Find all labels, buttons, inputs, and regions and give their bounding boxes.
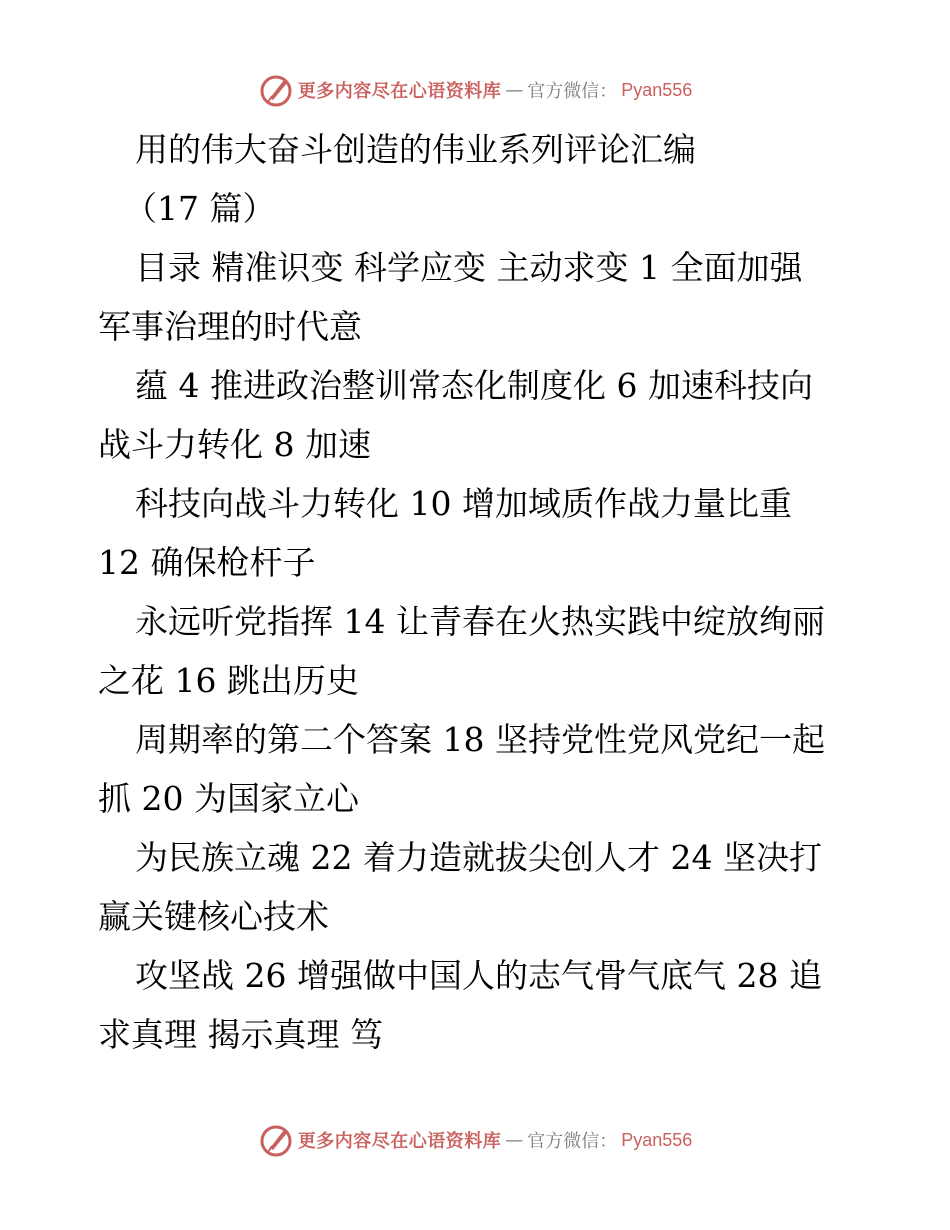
footer-watermark xyxy=(0,1122,950,1158)
watermark-dash: — xyxy=(505,1129,524,1151)
watermark-wechat-id: Pyan556 xyxy=(621,79,693,100)
text-line: 永远听党指挥 14 让青春在火热实践中绽放绚丽 xyxy=(135,602,825,641)
text-line: 战斗力转化 8 加速 xyxy=(98,425,371,464)
text-line: 之花 16 跳出历史 xyxy=(98,661,359,700)
text-line: 求真理 揭示真理 笃 xyxy=(98,1015,383,1054)
text-line: 科技向战斗力转化 10 增加域质作战力量比重 xyxy=(135,484,792,523)
document-body xyxy=(98,120,858,1064)
text-line: 抓 20 为国家立心 xyxy=(98,779,359,818)
watermark-brand: 更多内容尽在心语资料库 xyxy=(297,1131,502,1152)
text-line: 目录 精准识变 科学应变 主动求变 1 全面加强 xyxy=(135,248,803,287)
watermark-wechat-label: 官方微信： xyxy=(527,81,618,102)
text-line: 周期率的第二个答案 18 坚持党性党风党纪一起 xyxy=(135,720,825,759)
text-line: 蕴 4 推进政治整训常态化制度化 6 加速科技向 xyxy=(135,366,813,405)
text-line: 12 确保枪杆子 xyxy=(98,543,316,582)
text-line: 军事治理的时代意 xyxy=(98,307,362,346)
text-line: （17 篇） xyxy=(124,189,276,228)
quill-pen-circle-icon xyxy=(258,72,294,108)
text-line: 为民族立魂 22 着力造就拔尖创人才 24 坚决打 xyxy=(135,838,822,877)
header-watermark xyxy=(0,72,950,108)
text-line: 用的伟大奋斗创造的伟业系列评论汇编 xyxy=(135,130,696,169)
watermark-wechat-id: Pyan556 xyxy=(621,1129,693,1150)
watermark-dash: — xyxy=(505,79,524,101)
text-line: 赢关键核心技术 xyxy=(98,897,329,936)
quill-pen-circle-icon xyxy=(258,1122,294,1158)
watermark-brand: 更多内容尽在心语资料库 xyxy=(297,81,502,102)
watermark-wechat-label: 官方微信： xyxy=(527,1131,618,1152)
text-line: 攻坚战 26 增强做中国人的志气骨气底气 28 追 xyxy=(135,956,822,995)
